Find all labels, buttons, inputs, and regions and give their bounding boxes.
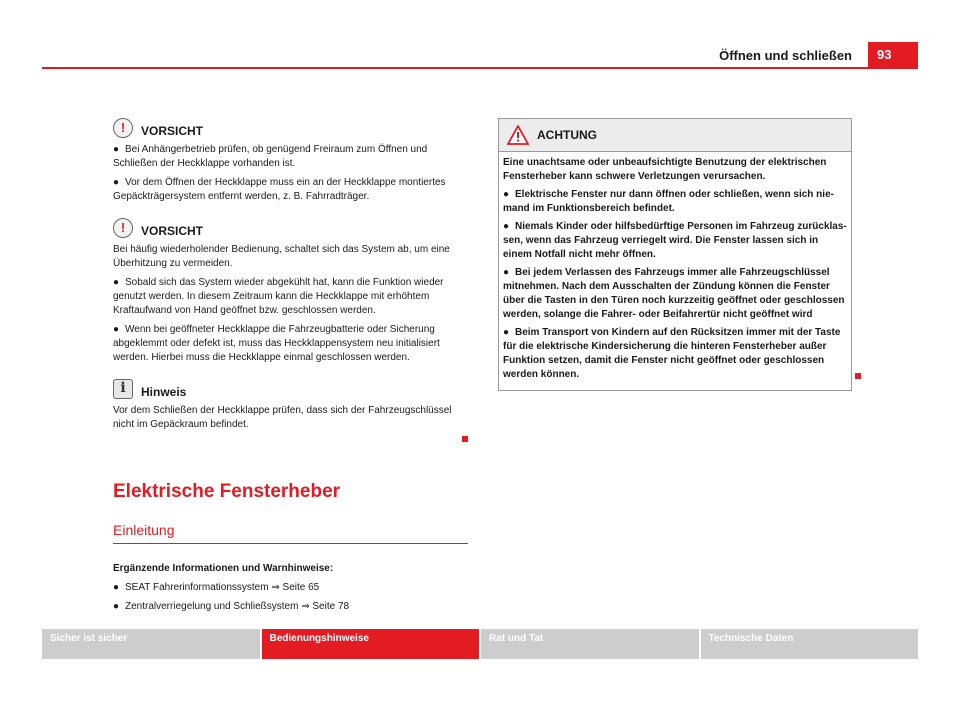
info-icon: i xyxy=(113,379,133,399)
bullet-item: ● Niemals Kinder oder hilfsbedürftige Personen im Fahrzeug zurücklassen, wenn das Fahrzeug verriegelt wird. Die Fenster lassen sich in einem Notfall nicht mehr öffnen. xyxy=(503,221,847,260)
warning-intro: Eine unachtsame oder unbeaufsichtigte Benutzung der elektrischen Fensterheber kann schwere Verletzungen verursachen. xyxy=(503,157,827,182)
warning-triangle-icon xyxy=(507,125,529,145)
section-end-icon xyxy=(462,436,468,442)
bullet-item: ● Bei Anhängerbetrieb prüfen, ob genügend Freiraum zum Öffnen und Schließen der Heckklappe vorhanden ist. xyxy=(113,144,428,169)
warning-title: ACHTUNG xyxy=(537,128,597,142)
caution-icon: ! xyxy=(113,118,133,138)
page-ref-link[interactable]: Seite 65 xyxy=(282,582,320,593)
warning-box xyxy=(498,118,852,391)
footer-tab-technische-daten[interactable]: Technische Daten xyxy=(701,629,919,659)
footer-tab-rat-und-tat[interactable]: Rat und Tat xyxy=(481,629,699,659)
section-title: Elektrische Fensterheber xyxy=(113,481,341,502)
bullet-item: ● Beim Transport von Kindern auf den Rücksitzen immer mit der Taste für die elektrische Kindersicherung die hinteren Fensterheber außer Funktion setzen, damit die Fenster nicht geöffnet oder geschlossen werden können. xyxy=(503,327,841,380)
subsection-title: Einleitung xyxy=(113,523,468,544)
intro-heading: Ergänzende Informationen und Warnhinweise: xyxy=(113,563,334,574)
caution-title: VORSICHT xyxy=(141,124,204,138)
reference-link-item[interactable]: ● SEAT Fahrerinformationssystem ⇒ Seite 65 xyxy=(113,582,320,593)
caution-title: VORSICHT xyxy=(141,224,204,238)
page-ref-link[interactable]: Seite 78 xyxy=(312,601,350,612)
caution-icon: ! xyxy=(113,218,133,238)
bullet-item: ● Sobald sich das System wieder abgekühlt hat, kann die Funktion wieder genutzt werden. In diesem Zeitraum kann die Heckklappe mit erhöhtem Kraftaufwand von Hand geöffnet bzw. geschlossen werden. xyxy=(113,277,444,316)
hint-title: Hinweis xyxy=(141,385,187,399)
bullet-item: ● Bei jedem Verlassen des Fahrzeugs immer alle Fahrzeugschlüssel mitnehmen. Nach dem Ausschalten der Zündung können die Fenster über die Tasten in den Türen noch kurzzeitig geöffnet oder geschlossen werden, solange die Fahrer- oder Beifahrertür nicht geöffnet wird xyxy=(503,267,845,320)
page-number: 93 xyxy=(868,42,918,68)
hint-notice xyxy=(113,379,468,447)
bullet-item: ● Wenn bei geöffneter Heckklappe die Fahrzeugbatterie oder Sicherung abgeklemmt oder defekt ist, muss das Heckklappensystem neu initialisiert werden. Hierbei muss die Heckklappe einmal geschlossen werden. xyxy=(113,324,440,363)
caution-notice-1 xyxy=(113,118,468,204)
section-end-icon xyxy=(855,373,861,379)
bullet-item: ● Vor dem Öffnen der Heckklappe muss ein an der Heckklappe montiertes Gepäckträgersystem entfernt werden, z. B. Fahrradträger. xyxy=(113,177,446,202)
bullet-item: ● Elektrische Fenster nur dann öffnen oder schließen, wenn sich niemand im Funktionsbereich befindet. xyxy=(503,189,834,214)
footer-tab-bedienungshinweise[interactable]: Bedienungshinweise xyxy=(262,629,480,659)
arrow-icon: ⇒ xyxy=(271,582,280,593)
page-header-title: Öffnen und schließen xyxy=(719,48,852,63)
left-column xyxy=(113,118,468,619)
reference-link-item[interactable]: ● Zentralverriegelung und Schließsystem ⇒ Seite 78 xyxy=(113,601,350,612)
caution-intro: Bei häufig wiederholender Bedienung, schaltet sich das System ab, um eine Überhitzung zu vermeiden. xyxy=(113,244,450,269)
footer-nav xyxy=(42,629,918,659)
arrow-icon: ⇒ xyxy=(301,601,310,612)
footer-tab-sicher-ist-sicher[interactable]: Sicher ist sicher xyxy=(42,629,260,659)
header-rule xyxy=(42,67,918,69)
hint-text: Vor dem Schließen der Heckklappe prüfen, dass sich der Fahrzeugschlüssel nicht im Gepäckraum befindet. xyxy=(113,405,452,430)
right-column xyxy=(498,118,852,391)
caution-notice-2 xyxy=(113,218,468,365)
